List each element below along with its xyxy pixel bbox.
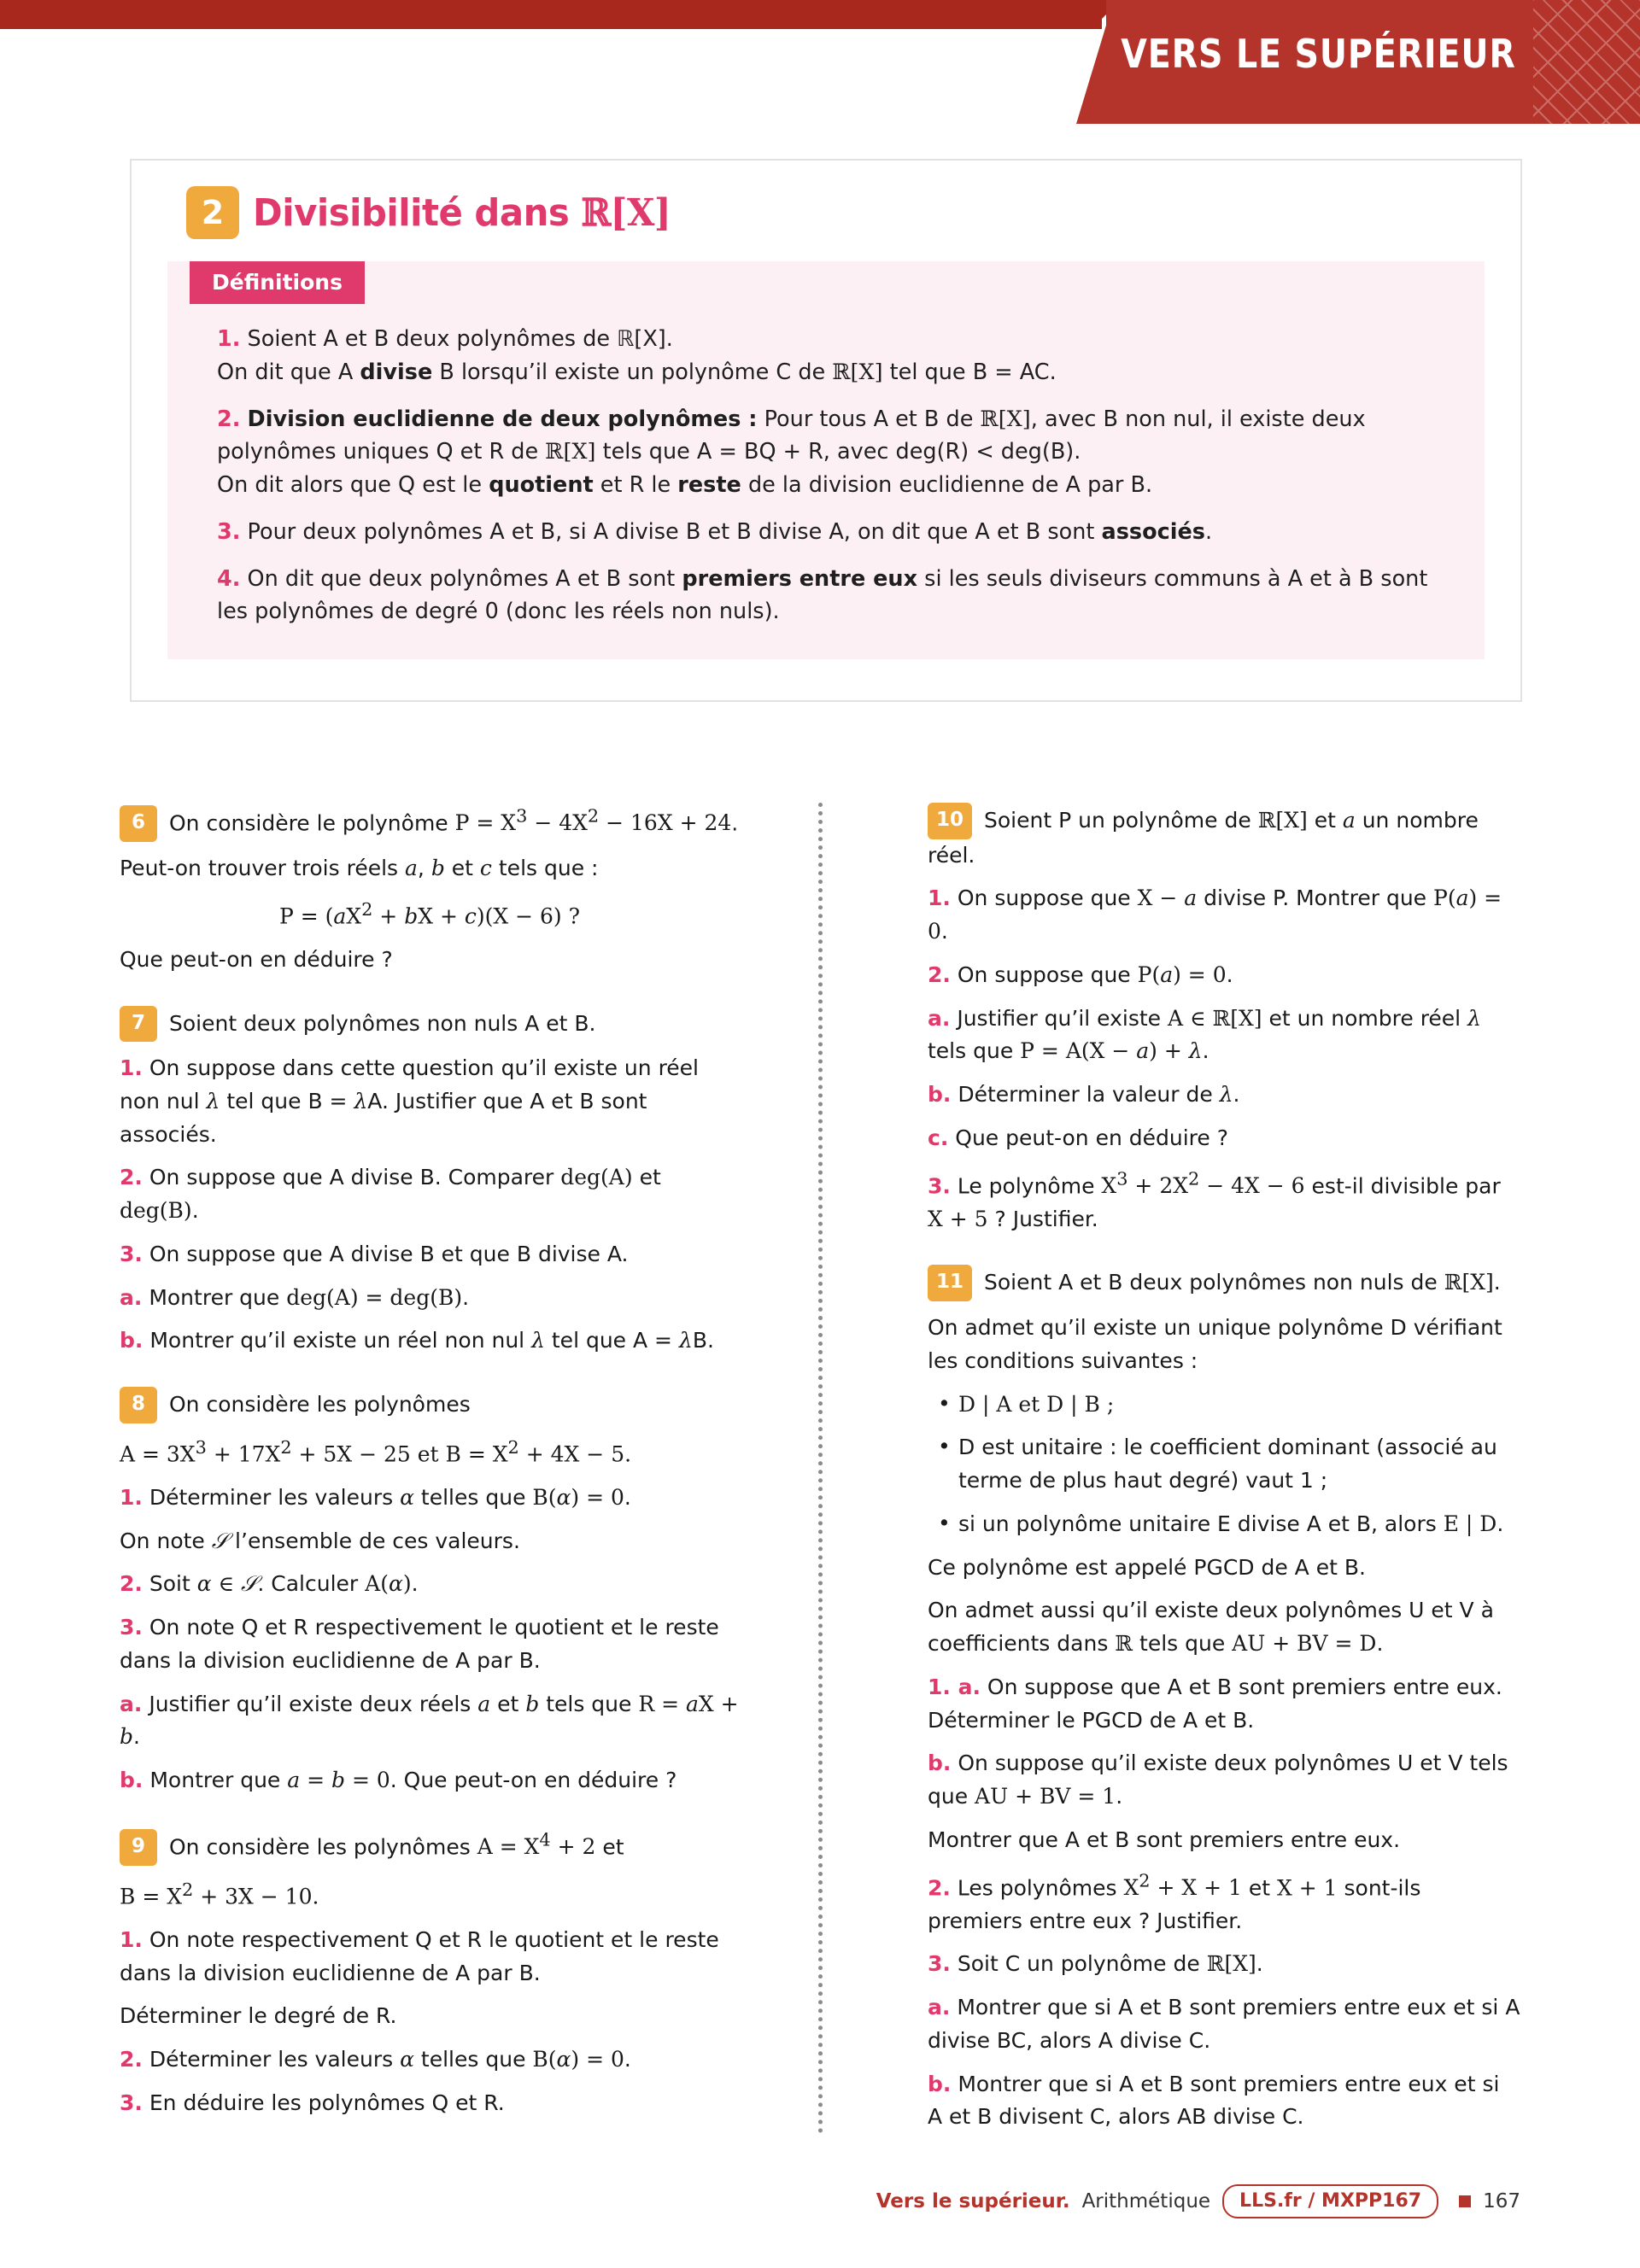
definitions-body bbox=[167, 304, 1485, 628]
exercises-left-column bbox=[120, 803, 777, 2134]
page-header-band bbox=[0, 0, 1640, 126]
footer-page-number: 167 bbox=[1483, 2190, 1520, 2212]
exercise-line: 1. On suppose dans cette question qu’il existe un réel non nul λ tel que B = λA. Justifier que A et B sont associés. bbox=[120, 1055, 700, 1147]
exercise-6 bbox=[120, 803, 740, 977]
exercise-line: 2. Les polynômes $X^2 + X + 1$ et X + 1 sont-ils premiers entre eux ? Justifier. bbox=[928, 1870, 1421, 1933]
list-item: • D | A et D | B ; bbox=[928, 1388, 1520, 1422]
exercise-number-badge: 9 bbox=[120, 1829, 157, 1866]
exercise-line: 11 Soient A et B deux polynômes non nuls de ℝ[X]. bbox=[928, 1265, 1520, 1301]
exercise-line: Montrer que A et B sont premiers entre eux. bbox=[928, 1827, 1401, 1852]
footer-square-marker bbox=[1459, 2195, 1471, 2207]
exercise-9 bbox=[120, 1827, 740, 2120]
definition-marker: 3. bbox=[217, 518, 241, 545]
exercise-line: On admet qu’il existe un unique polynôme D vérifiant les conditions suivantes : bbox=[928, 1315, 1502, 1373]
definition-line: On dit alors que Q est le quotient et R le reste de la division euclidienne de A par B. bbox=[217, 472, 1153, 498]
list-item: • D est unitaire : le coefficient dominant (associé au terme de plus haut degré) vaut 1 ; bbox=[928, 1431, 1520, 1498]
exercise-line: 3. En déduire les polynômes Q et R. bbox=[120, 2090, 505, 2115]
exercise-8 bbox=[120, 1387, 740, 1797]
exercise-line: Peut-on trouver trois réels a, b et c tels que : bbox=[120, 855, 599, 880]
lesson-header bbox=[186, 186, 1485, 239]
definition-item bbox=[217, 563, 1435, 629]
lesson-number-badge: 2 bbox=[186, 186, 239, 239]
lesson-title-text: Divisibilité dans bbox=[253, 190, 582, 235]
exercise-line: a. Justifier qu’il existe deux réels a et b tels que R = aX + b. bbox=[120, 1691, 739, 1750]
definition-item bbox=[217, 323, 1435, 389]
exercise-line: b. Montrer que si A et B sont premiers entre eux et si A et B divisent C, alors AB divise C. bbox=[928, 2071, 1500, 2130]
exercise-line: a. Montrer que deg(A) = deg(B). bbox=[120, 1284, 470, 1310]
definition-marker: 4. bbox=[217, 565, 241, 592]
exercise-line: 6 On considère le polynôme $P = X^3 - 4X^2 - 16X + 24$. bbox=[120, 803, 740, 842]
exercise-10 bbox=[928, 803, 1520, 1236]
exercise-number-badge: 6 bbox=[120, 805, 157, 842]
exercise-line: 3. On suppose que A divise B et que B divise A. bbox=[120, 1241, 629, 1266]
exercise-line: 2. On suppose que A divise B. Comparer deg(A) et deg(B). bbox=[120, 1165, 661, 1224]
exercise-line: Ce polynôme est appelé PGCD de A et B. bbox=[928, 1554, 1366, 1580]
exercise-line: 1. On note respectivement Q et R le quotient et le reste dans la division euclidienne de A par B. bbox=[120, 1926, 719, 1985]
definition-line: Pour deux polynômes A et B, si A divise B et B divise A, on dit que A et B sont associés. bbox=[247, 518, 1213, 545]
exercise-line: 2. Soit α ∈ 𝒮. Calculer A(α). bbox=[120, 1571, 419, 1597]
exercise-line: Que peut-on en déduire ? bbox=[120, 946, 393, 972]
definitions-box bbox=[167, 261, 1485, 659]
definition-line: On dit que A divise B lorsqu’il existe un polynôme C de ℝ[X] tel que B = AC. bbox=[217, 359, 1057, 385]
exercise-11 bbox=[928, 1265, 1520, 2134]
exercise-line: 3. Le polynôme $X^3 + 2X^2 - 4X - 6$ est-il divisible par X + 5 ? Justifier. bbox=[928, 1168, 1501, 1231]
exercise-line: 2. On suppose que P(a) = 0. bbox=[928, 962, 1233, 987]
exercise-number-badge: 8 bbox=[120, 1387, 157, 1423]
page-footer bbox=[876, 2184, 1520, 2218]
lesson-title-math: ℝ[X] bbox=[581, 190, 671, 235]
definition-marker: 2. bbox=[217, 406, 241, 432]
exercise-line: 2. Déterminer les valeurs α telles que B(α) = 0. bbox=[120, 2047, 631, 2072]
definition-marker: 1. bbox=[217, 326, 241, 352]
exercise-line: Déterminer le degré de R. bbox=[120, 2003, 397, 2029]
exercise-number-badge: 10 bbox=[928, 803, 972, 839]
exercise-line: 3. Soit C un polynôme de ℝ[X]. bbox=[928, 1951, 1263, 1977]
header-dark-stripe bbox=[0, 0, 1102, 29]
exercise-number-badge: 11 bbox=[928, 1265, 972, 1301]
footer-resource-code[interactable]: LLS.fr / MXPP167 bbox=[1222, 2184, 1438, 2218]
exercise-line: b. Déterminer la valeur de λ. bbox=[928, 1082, 1240, 1108]
header-title: VERS LE SUPÉRIEUR bbox=[1121, 31, 1516, 77]
exercise-line: 1. On suppose que X − a divise P. Montrer que P(a) = 0. bbox=[928, 886, 1502, 944]
exercise-number-badge: 7 bbox=[120, 1006, 157, 1043]
exercise-line: a. Justifier qu’il existe A ∈ ℝ[X] et un nombre réel λ tels que P = A(X − a) + λ. bbox=[928, 1005, 1481, 1064]
exercise-line: 8 On considère les polynômes bbox=[120, 1387, 740, 1423]
header-pattern-decoration bbox=[1533, 0, 1640, 124]
exercise-line: b. Montrer que a = b = 0. Que peut-on en déduire ? bbox=[120, 1768, 677, 1793]
definition-item bbox=[217, 516, 1435, 549]
exercise-7 bbox=[120, 1006, 740, 1359]
definition-line: On dit que deux polynômes A et B sont premiers entre eux si les seuls diviseurs communs à A et à B sont les polynômes de degré 0 (donc les réels non nuls). bbox=[217, 565, 1428, 625]
exercise-line: 10 Soient P un polynôme de ℝ[X] et a un nombre réel. bbox=[928, 803, 1520, 872]
exercise-line: 1. Déterminer les valeurs α telles que B(α) = 0. bbox=[120, 1484, 631, 1510]
lesson-card bbox=[130, 159, 1522, 702]
exercises-right-column bbox=[863, 803, 1520, 2134]
exercise-line: b. Montrer qu’il existe un réel non nul λ tel que A = λB. bbox=[120, 1328, 714, 1353]
definition-line: Soient A et B deux polynômes de ℝ[X]. bbox=[247, 326, 673, 352]
exercise-line: On admet aussi qu’il existe deux polynômes U et V à coefficients dans ℝ tels que AU + BV = D. bbox=[928, 1598, 1494, 1657]
exercise-line: 3. On note Q et R respectivement le quotient et le reste dans la division euclidienne de A par B. bbox=[120, 1615, 719, 1673]
exercise-formula: $P = (aX^2$ + bX + c)(X − 6) ? bbox=[278, 898, 581, 929]
footer-topic-label: Arithmétique bbox=[1081, 2190, 1211, 2212]
list-item: • si un polynôme unitaire E divise A et B, alors E | D. bbox=[928, 1508, 1520, 1541]
lesson-title bbox=[253, 191, 671, 235]
exercise-line: 1. a. On suppose que A et B sont premiers entre eux. Déterminer le PGCD de A et B. bbox=[928, 1674, 1502, 1733]
definitions-tab-label: Définitions bbox=[190, 261, 365, 304]
exercise-line: a. Montrer que si A et B sont premiers entre eux et si A divise BC, alors A divise C. bbox=[928, 1995, 1520, 2053]
exercises-columns bbox=[120, 803, 1520, 2134]
exercise-line: 9 On considère les polynômes $A = X^4 + 2$ et bbox=[120, 1827, 740, 1866]
definition-line: Division euclidienne de deux polynômes : Pour tous A et B de ℝ[X], avec B non nul, il existe deux polynômes uniques Q et R de ℝ[X] tels que A = BQ + R, avec deg(R) < deg(B). bbox=[217, 406, 1366, 465]
exercise-line: 7 Soient deux polynômes non nuls A et B. bbox=[120, 1006, 740, 1043]
definition-item bbox=[217, 403, 1435, 502]
exercise-formula: $A = 3X^3 + 17X^2 + 5X - 25$ et $B = X^2 + 4X - 5$. bbox=[120, 1436, 632, 1467]
exercise-line: c. Que peut-on en déduire ? bbox=[928, 1125, 1229, 1150]
exercise-line: On note 𝒮 l’ensemble de ces valeurs. bbox=[120, 1528, 520, 1553]
footer-section-label: Vers le supérieur. bbox=[876, 2190, 1070, 2212]
conditions-list bbox=[928, 1388, 1520, 1541]
exercise-formula: $B = X^2 + 3X - 10$. bbox=[120, 1879, 319, 1909]
column-separator bbox=[818, 803, 823, 2134]
exercise-line: b. On suppose qu’il existe deux polynômes U et V tels que AU + BV = 1. bbox=[928, 1751, 1508, 1809]
